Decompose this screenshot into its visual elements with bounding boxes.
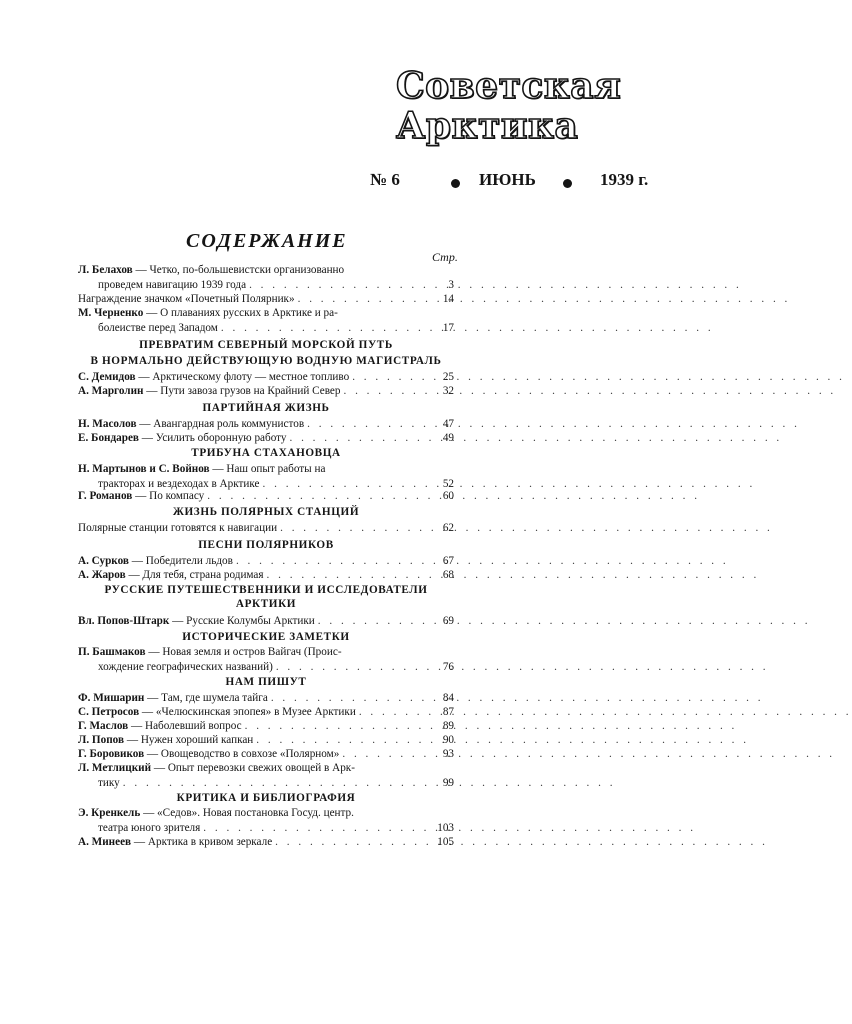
entry-page: 84 [442,692,454,704]
masthead-line-2: Арктика [396,105,579,147]
section-heading: ЖИЗНЬ ПОЛЯРНЫХ СТАНЦИЙ [172,506,360,518]
entry-author: М. Черненко [78,307,144,319]
entry-page: 99 [442,776,454,789]
toc-entry [78,761,454,790]
entry-author: Л. Метлицкий [78,762,152,774]
entry-author: Л. Белахов [78,264,133,276]
toc-entry [78,263,454,292]
entry-title: — Овощеводство в совхозе «Полярном» [144,748,340,760]
entry-author: Вл. Попов-Штарк [78,615,170,627]
toc-entry [78,462,454,491]
section-heading: ПРЕВРАТИМ СЕВЕРНЫЙ МОРСКОЙ ПУТЬ [139,339,393,351]
entry-author: С. Демидов [78,371,136,383]
toc-entry [78,614,454,629]
entry-title: — Усилить оборонную работу [138,432,287,444]
entry-title: — Наш опыт работы на [209,463,326,475]
dot-leader [203,821,434,836]
entry-page: 25 [442,371,454,383]
entry-author: А. Минеев [78,836,132,848]
entry-page: 14 [442,293,454,305]
toc-entry [78,719,454,734]
entry-title-continued: хождение географических названий) [98,660,273,673]
dot-leader [207,489,437,504]
entry-page: 69 [442,615,454,627]
section-heading: ПАРТИЙНАЯ ЖИЗНЬ [202,402,330,414]
dot-leader [236,554,437,569]
entry-page: 90 [442,734,454,746]
entry-author: Н. Масолов [78,418,137,430]
toc-entry [78,806,454,835]
entry-author: Г. Романов [78,490,133,502]
entry-title-continued: театра юного зрителя [98,821,201,834]
toc-entry [78,292,454,307]
dot-leader [318,614,437,629]
entry-title-continued: проведем навигацию 1939 года [98,278,247,291]
entry-author: П. Башмаков [78,646,146,658]
entry-author: Е. Бондарев [78,432,139,444]
section-heading: АРКТИКИ [235,598,297,610]
entry-page: 93 [442,748,454,760]
section-heading: В НОРМАЛЬНО ДЕЙСТВУЮЩУЮ ВОДНУЮ МАГИСТРАЛЬ [90,355,442,367]
issue-year: 1939 г. [600,170,649,189]
dot-leader [280,521,437,536]
entry-author: А. Жаров [78,569,126,581]
dot-leader [298,292,437,307]
dot-leader [289,431,437,446]
entry-page: 62 [442,522,454,534]
dot-leader [275,835,434,850]
dot-leader [256,733,437,748]
dot-leader [267,568,437,583]
entry-page: 32 [442,385,454,397]
dot-leader [271,691,437,706]
entry-page: 103 [437,821,454,834]
separator-dot [451,179,460,188]
entry-author: Г. Маслов [78,720,129,732]
toc-entry [78,733,454,748]
entry-title: — Русские Колумбы Арктики [169,615,315,627]
entry-title-continued: тику [98,776,120,789]
dot-leader [123,776,437,791]
entry-title: — Арктическому флоту — местное топливо [135,371,350,383]
entry-title: — Четко, по-большевистски организованно [132,264,345,276]
section-heading: РУССКИЕ ПУТЕШЕСТВЕННИКИ И ИССЛЕДОВАТЕЛИ [104,584,428,596]
toc-entry [78,568,454,583]
entry-title: — Авангардная роль коммунистов [136,418,305,430]
dot-leader [343,384,437,399]
toc-entry [78,384,454,399]
entry-page: 67 [442,555,454,567]
entry-title: — Победители льдов [128,555,233,567]
dot-leader [276,660,437,675]
toc-entry [78,835,454,850]
entry-title: — О плаваниях русских в Арктике и ра- [143,307,338,319]
entry-author: А. Марголин [78,385,144,397]
entry-title-continued: болеистве перед Западом [98,321,218,334]
entry-title: — Опыт перевозки свежих овощей в Арк- [151,762,355,774]
entry-title: Награждение значком «Почетный Полярник» [78,293,295,305]
toc-entry [78,489,454,504]
dot-leader [221,321,437,336]
dot-leader [245,719,437,734]
entry-title: — Новая земля и остров Вайгач (Проис- [145,646,342,658]
entry-title: — Пути завоза грузов на Крайний Север [143,385,341,397]
entry-title: — Арктика в кривом зеркале [131,836,273,848]
entry-title: Полярные станции готовятся к навигации [78,522,278,534]
page-column-header: Стр. [432,250,458,264]
toc-entry [78,417,454,432]
dot-leader [342,747,437,762]
entry-page: 105 [437,836,454,848]
dot-leader [307,417,437,432]
entry-title: — Там, где шумела тайга [144,692,268,704]
dot-leader [359,705,437,720]
toc-entry [78,370,454,385]
entry-page: 3 [448,278,454,291]
entry-page: 87 [442,706,454,718]
entry-author: Ф. Мишарин [78,692,145,704]
section-heading: КРИТИКА И БИБЛИОГРАФИЯ [176,792,356,804]
entry-page: 68 [442,569,454,581]
dot-leader [249,278,437,293]
entry-title: — По компасу [132,490,205,502]
toc-entry [78,705,454,720]
entry-title-continued: тракторах и вездеходах в Арктике [98,477,260,490]
dot-leader [352,370,437,385]
toc-entry [78,431,454,446]
section-heading: ТРИБУНА СТАХАНОВЦА [191,447,341,459]
entry-title: — Нужен хороший капкан [124,734,254,746]
toc-entry [78,747,454,762]
entry-page: 52 [442,477,454,490]
toc-entry [78,691,454,706]
masthead-line-1: Советская [396,65,622,107]
entry-page: 47 [442,418,454,430]
section-heading: ПЕСНИ ПОЛЯРНИКОВ [198,539,334,551]
toc-entry [78,306,454,335]
entry-author: Э. Кренкель [78,807,141,819]
entry-page: 76 [442,660,454,673]
entry-author: Г. Боровиков [78,748,145,760]
entry-author: С. Петросов [78,706,140,718]
entry-title: — «Челюскинская эпопея» в Музее Арктики [139,706,356,718]
separator-dot [563,179,572,188]
entry-title: — «Седов». Новая постановка Госуд. центр. [140,807,354,819]
entry-page: 89 [442,720,454,732]
section-heading: ИСТОРИЧЕСКИЕ ЗАМЕТКИ [182,631,350,643]
entry-page: 49 [442,432,454,444]
issue-number: № 6 [370,170,400,189]
entry-page: 60 [442,490,454,502]
magazine-masthead [396,66,656,146]
section-heading: НАМ ПИШУТ [225,676,307,688]
toc-entry [78,554,454,569]
toc-entry [78,645,454,674]
entry-title: — Наболевший вопрос [128,720,242,732]
entry-author: Л. Попов [78,734,125,746]
entry-title: — Для тебя, страна родимая [125,569,264,581]
entry-author: А. Сурков [78,555,129,567]
issue-month: ИЮНЬ [479,170,536,189]
toc-entry [78,521,454,536]
toc-title: СОДЕРЖАНИЕ [186,230,348,252]
entry-page: 17 [442,321,454,334]
entry-author: Н. Мартынов и С. Войнов [78,463,210,475]
